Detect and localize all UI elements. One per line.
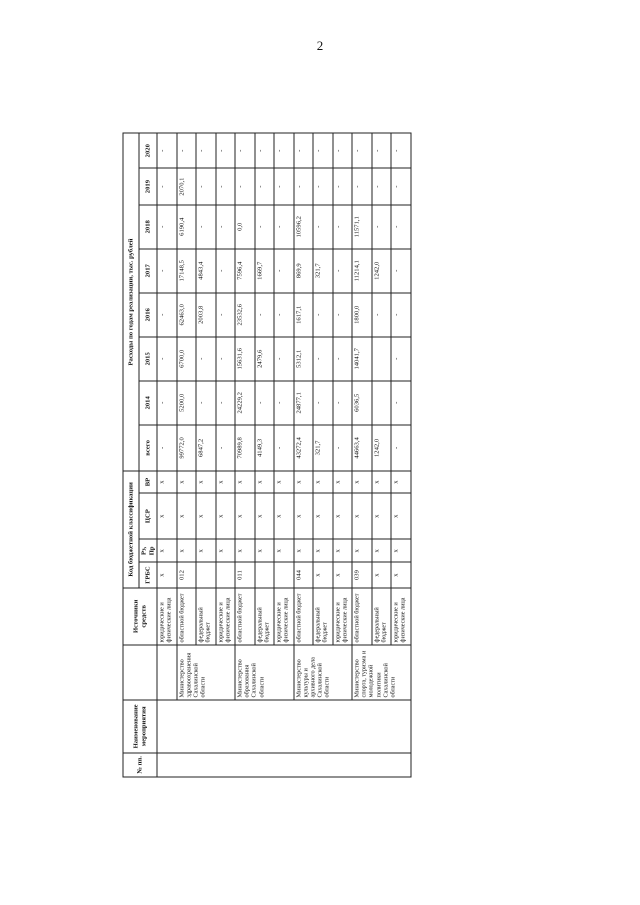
total-cell: 43272,4 [294, 425, 314, 471]
y2014-cell: - [157, 381, 177, 425]
y2016-cell: - [391, 293, 411, 337]
y2014-cell: 24877,1 [294, 381, 314, 425]
vr-cell: х [313, 471, 333, 493]
y2014-cell [372, 381, 392, 425]
y2014-cell: 5200,0 [177, 381, 197, 425]
csr-cell: х [352, 493, 372, 539]
responsible-cell [157, 645, 177, 700]
y2017-cell: - [157, 249, 177, 293]
y2016-cell: - [157, 293, 177, 337]
grbs-cell [255, 562, 275, 587]
y2018-cell: - [274, 205, 294, 249]
rzpr-cell: х [255, 539, 275, 562]
source-cell: федеральный бюджет [196, 588, 216, 645]
rzpr-cell: х [352, 539, 372, 562]
grbs-cell: х [333, 562, 353, 587]
header-year: 2015 [139, 337, 157, 381]
rzpr-cell: х [216, 539, 236, 562]
y2018-cell: 6190,4 [177, 205, 197, 249]
grbs-cell: х [157, 562, 177, 587]
table-row [352, 133, 372, 777]
vr-cell: х [391, 471, 411, 493]
header-num: № пп. [123, 753, 157, 777]
grbs-cell: 039 [352, 562, 372, 587]
y2014-cell: - [216, 381, 236, 425]
total-cell: 4149,3 [255, 425, 275, 471]
y2014-cell: 6036,5 [352, 381, 372, 425]
rzpr-cell: х [333, 539, 353, 562]
y2017-cell: 7596,4 [235, 249, 255, 293]
y2020-cell: - [216, 133, 236, 168]
y2020-cell: - [196, 133, 216, 168]
y2018-cell: - [196, 205, 216, 249]
total-cell: - [391, 425, 411, 471]
total-cell: - [216, 425, 236, 471]
csr-cell: х [196, 493, 216, 539]
y2018-cell: - [313, 205, 333, 249]
num-cell [157, 753, 411, 777]
y2015-cell: 5312,1 [294, 337, 314, 381]
csr-cell: х [313, 493, 333, 539]
vr-cell: х [235, 471, 255, 493]
table-row [235, 133, 255, 777]
y2019-cell: - [157, 168, 177, 204]
source-cell: областной бюджет [352, 588, 372, 645]
y2015-cell: - [196, 337, 216, 381]
source-cell: областной бюджет [294, 588, 314, 645]
y2019-cell: - [235, 168, 255, 204]
rzpr-cell: х [196, 539, 216, 562]
y2016-cell: 62463,0 [177, 293, 197, 337]
header-expenses: Расходы по годам реализации, тыс. рублей [123, 133, 139, 471]
y2015-cell: - [333, 337, 353, 381]
y2019-cell: - [216, 168, 236, 204]
header-total: всего [139, 425, 157, 471]
y2020-cell: - [294, 133, 314, 168]
header-name: Наименование мероприятия [123, 700, 157, 753]
y2017-cell: 1242,0 [372, 249, 392, 293]
total-cell: 321,7 [313, 425, 333, 471]
y2017-cell: 11214,1 [352, 249, 372, 293]
header-year: 2019 [139, 168, 157, 204]
csr-cell: х [333, 493, 353, 539]
vr-cell: х [177, 471, 197, 493]
header-sources: Источники средств [123, 588, 157, 645]
y2018-cell: - [255, 205, 275, 249]
csr-cell: х [157, 493, 177, 539]
total-cell: - [333, 425, 353, 471]
source-cell: юридические и физические лица [216, 588, 236, 645]
y2016-cell: - [313, 293, 333, 337]
csr-cell: х [177, 493, 197, 539]
csr-cell: х [274, 493, 294, 539]
responsible-cell: Министерство здравоохранения Сахалинской области [177, 645, 236, 700]
y2017-cell: - [216, 249, 236, 293]
responsible-cell: Министерство культуры и архивного дела Сахалинской области [294, 645, 353, 700]
y2018-cell: - [216, 205, 236, 249]
source-cell: федеральный бюджет [372, 588, 392, 645]
vr-cell: х [352, 471, 372, 493]
y2016-cell: 2003,8 [196, 293, 216, 337]
y2014-cell: - [313, 381, 333, 425]
rzpr-cell: х [274, 539, 294, 562]
y2016-cell: - [255, 293, 275, 337]
y2019-cell: - [333, 168, 353, 204]
csr-cell: х [391, 493, 411, 539]
source-cell: федеральный бюджет [255, 588, 275, 645]
grbs-cell: 044 [294, 562, 314, 587]
y2017-cell: 17148,5 [177, 249, 197, 293]
y2020-cell: - [274, 133, 294, 168]
header-year: 2014 [139, 381, 157, 425]
rzpr-cell: х [177, 539, 197, 562]
csr-cell: х [372, 493, 392, 539]
vr-cell: х [274, 471, 294, 493]
grbs-cell [196, 562, 216, 587]
rzpr-cell: х [391, 539, 411, 562]
y2016-cell: 23532,6 [235, 293, 255, 337]
csr-cell: х [216, 493, 236, 539]
rzpr-cell: х [372, 539, 392, 562]
y2015-cell: 15631,6 [235, 337, 255, 381]
header-grbs: ГРБС [139, 562, 157, 587]
y2019-cell: - [294, 168, 314, 204]
grbs-cell [274, 562, 294, 587]
y2019-cell: - [274, 168, 294, 204]
measure-name-cell [157, 700, 411, 753]
y2019-cell: - [391, 168, 411, 204]
y2017-cell: 321,7 [313, 249, 333, 293]
source-cell: юридические и физические лица [333, 588, 353, 645]
grbs-cell: х [391, 562, 411, 587]
y2016-cell: - [372, 293, 392, 337]
header-year: 2017 [139, 249, 157, 293]
rotated-table-container [123, 133, 518, 778]
csr-cell: х [255, 493, 275, 539]
header-budget-code: Код бюджетной классификации [123, 471, 139, 588]
y2019-cell: 2070,1 [177, 168, 197, 204]
vr-cell: х [333, 471, 353, 493]
y2018-cell: 10596,2 [294, 205, 314, 249]
y2016-cell: - [274, 293, 294, 337]
y2019-cell: - [255, 168, 275, 204]
total-cell: - [157, 425, 177, 471]
y2017-cell: 4843,4 [196, 249, 216, 293]
y2014-cell: 24229,2 [235, 381, 255, 425]
y2015-cell: 14041,7 [352, 337, 372, 381]
y2016-cell: 1617,1 [294, 293, 314, 337]
source-cell: областной бюджет [235, 588, 255, 645]
y2014-cell: - [391, 381, 411, 425]
y2015-cell [372, 337, 392, 381]
header-rzpr: Рз, Пр [139, 539, 157, 562]
vr-cell: х [196, 471, 216, 493]
responsible-cell: Министерство образования Сахалинской области [235, 645, 294, 700]
table-body [157, 133, 411, 777]
y2020-cell: - [157, 133, 177, 168]
total-cell: 70989,8 [235, 425, 255, 471]
y2017-cell: 869,9 [294, 249, 314, 293]
y2017-cell: - [274, 249, 294, 293]
total-cell: 99772,0 [177, 425, 197, 471]
y2014-cell: - [255, 381, 275, 425]
y2015-cell: 2479,6 [255, 337, 275, 381]
y2014-cell: - [333, 381, 353, 425]
y2020-cell: - [177, 133, 197, 168]
header-responsible [123, 645, 157, 700]
y2020-cell: - [313, 133, 333, 168]
y2015-cell: - [157, 337, 177, 381]
table-row [294, 133, 314, 777]
grbs-cell: х [313, 562, 333, 587]
csr-cell: х [294, 493, 314, 539]
y2017-cell: 1669,7 [255, 249, 275, 293]
y2014-cell: - [196, 381, 216, 425]
total-cell: 6847,2 [196, 425, 216, 471]
y2020-cell: - [255, 133, 275, 168]
vr-cell: х [157, 471, 177, 493]
source-cell: юридические и физические лица [391, 588, 411, 645]
source-cell: областной бюджет [177, 588, 197, 645]
rzpr-cell: х [157, 539, 177, 562]
grbs-cell: 012 [177, 562, 197, 587]
header-year: 2018 [139, 205, 157, 249]
y2015-cell: - [391, 337, 411, 381]
header-csr: ЦСР [139, 493, 157, 539]
y2018-cell: 0,0 [235, 205, 255, 249]
y2018-cell: - [372, 205, 392, 249]
y2015-cell: - [313, 337, 333, 381]
y2015-cell: - [274, 337, 294, 381]
grbs-cell [216, 562, 236, 587]
source-cell: федеральный бюджет [313, 588, 333, 645]
y2018-cell: - [333, 205, 353, 249]
vr-cell: х [216, 471, 236, 493]
vr-cell: х [372, 471, 392, 493]
grbs-cell: 011 [235, 562, 255, 587]
rzpr-cell: х [313, 539, 333, 562]
y2015-cell: - [216, 337, 236, 381]
y2019-cell: - [372, 168, 392, 204]
table-row [157, 133, 177, 777]
y2017-cell: - [333, 249, 353, 293]
y2018-cell: - [157, 205, 177, 249]
total-cell: 44663,4 [352, 425, 372, 471]
source-cell: юридические и физические лица [157, 588, 177, 645]
vr-cell: х [294, 471, 314, 493]
y2020-cell: - [391, 133, 411, 168]
header-vr: ВР [139, 471, 157, 493]
header-year: 2020 [139, 133, 157, 168]
vr-cell: х [255, 471, 275, 493]
grbs-cell: х [372, 562, 392, 587]
y2015-cell: 6700,0 [177, 337, 197, 381]
y2020-cell: - [352, 133, 372, 168]
y2016-cell: - [333, 293, 353, 337]
page-number: 2 [316, 38, 324, 53]
y2019-cell: - [352, 168, 372, 204]
y2018-cell: - [391, 205, 411, 249]
y2020-cell: - [372, 133, 392, 168]
y2016-cell: 1800,0 [352, 293, 372, 337]
y2016-cell: - [216, 293, 236, 337]
source-cell: юридические и физические лица [274, 588, 294, 645]
y2020-cell: - [333, 133, 353, 168]
table-row [177, 133, 197, 777]
rzpr-cell: х [235, 539, 255, 562]
total-cell: - [274, 425, 294, 471]
rzpr-cell: х [294, 539, 314, 562]
y2019-cell: - [313, 168, 333, 204]
total-cell: 1242,0 [372, 425, 392, 471]
y2020-cell: - [235, 133, 255, 168]
y2017-cell: - [391, 249, 411, 293]
expenses-table [123, 133, 412, 778]
csr-cell: х [235, 493, 255, 539]
y2018-cell: 11571,1 [352, 205, 372, 249]
y2014-cell: - [274, 381, 294, 425]
header-year: 2016 [139, 293, 157, 337]
responsible-cell: Министерство спорта, туризма и молодежной политики Сахалинской области [352, 645, 411, 700]
y2019-cell: - [196, 168, 216, 204]
